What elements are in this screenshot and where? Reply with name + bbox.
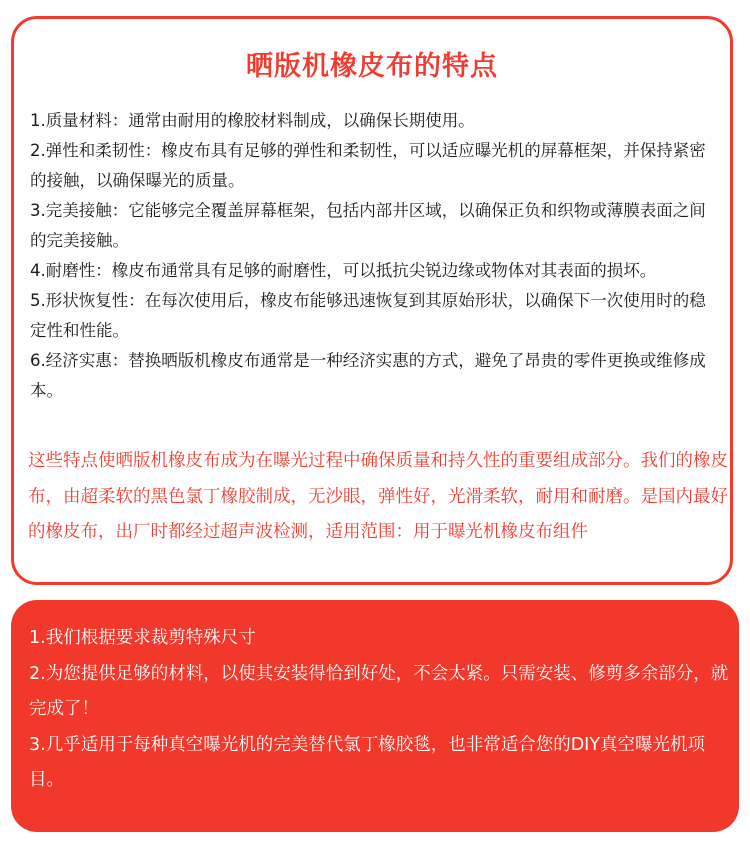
- summary-block: [28, 444, 730, 551]
- summary-text: 这些特点使晒版机橡皮布成为在曝光过程中确保质量和持久性的重要组成部分。我们的橡皮布，由超柔软的黑色氯丁橡胶制成，无沙眼，弹性好，光滑柔软，耐用和耐磨。是国内最好的橡皮布，出厂时都经过超声波检测，适用范围：用于曝光机橡皮布组件: [28, 451, 728, 542]
- feature-item: 5.形状恢复性：在每次使用后，橡皮布能够迅速恢复到其原始形状，以确保下一次使用时的稳定性和性能。: [30, 291, 706, 340]
- service-list: [29, 621, 729, 799]
- services-panel: [11, 600, 739, 832]
- service-item: 2.为您提供足够的材料，以使其安装得恰到好处，不会太紧。只需安装、修剪多余部分，就完成了！: [29, 663, 729, 719]
- page-title: 晒版机橡皮布的特点: [246, 51, 498, 82]
- feature-item: 1.质量材料：通常由耐用的橡胶材料制成，以确保长期使用。: [30, 111, 475, 130]
- features-card: [11, 16, 733, 585]
- feature-item: 2.弹性和柔韧性：橡皮布具有足够的弹性和柔韧性，可以适应曝光机的屏幕框架，并保持紧密的接触，以确保曝光的质量。: [30, 141, 706, 190]
- feature-list: [30, 106, 720, 406]
- feature-item: 6.经济实惠：替换晒版机橡皮布通常是一种经济实惠的方式，避免了昂贵的零件更换或维修成本。: [30, 351, 706, 400]
- feature-item: 3.完美接触：它能够完全覆盖屏幕框架，包括内部井区域，以确保正负和织物或薄膜表面之间的完美接触。: [30, 201, 706, 250]
- service-item: 1.我们根据要求裁剪特殊尺寸: [29, 628, 256, 648]
- service-item: 3.几乎适用于每种真空曝光机的完美替代氯丁橡胶毯，也非常适合您的DIY真空曝光机项目。: [29, 734, 706, 790]
- feature-item: 4.耐磨性：橡皮布通常具有足够的耐磨性，可以抵抗尖锐边缘或物体对其表面的损坏。: [30, 261, 657, 280]
